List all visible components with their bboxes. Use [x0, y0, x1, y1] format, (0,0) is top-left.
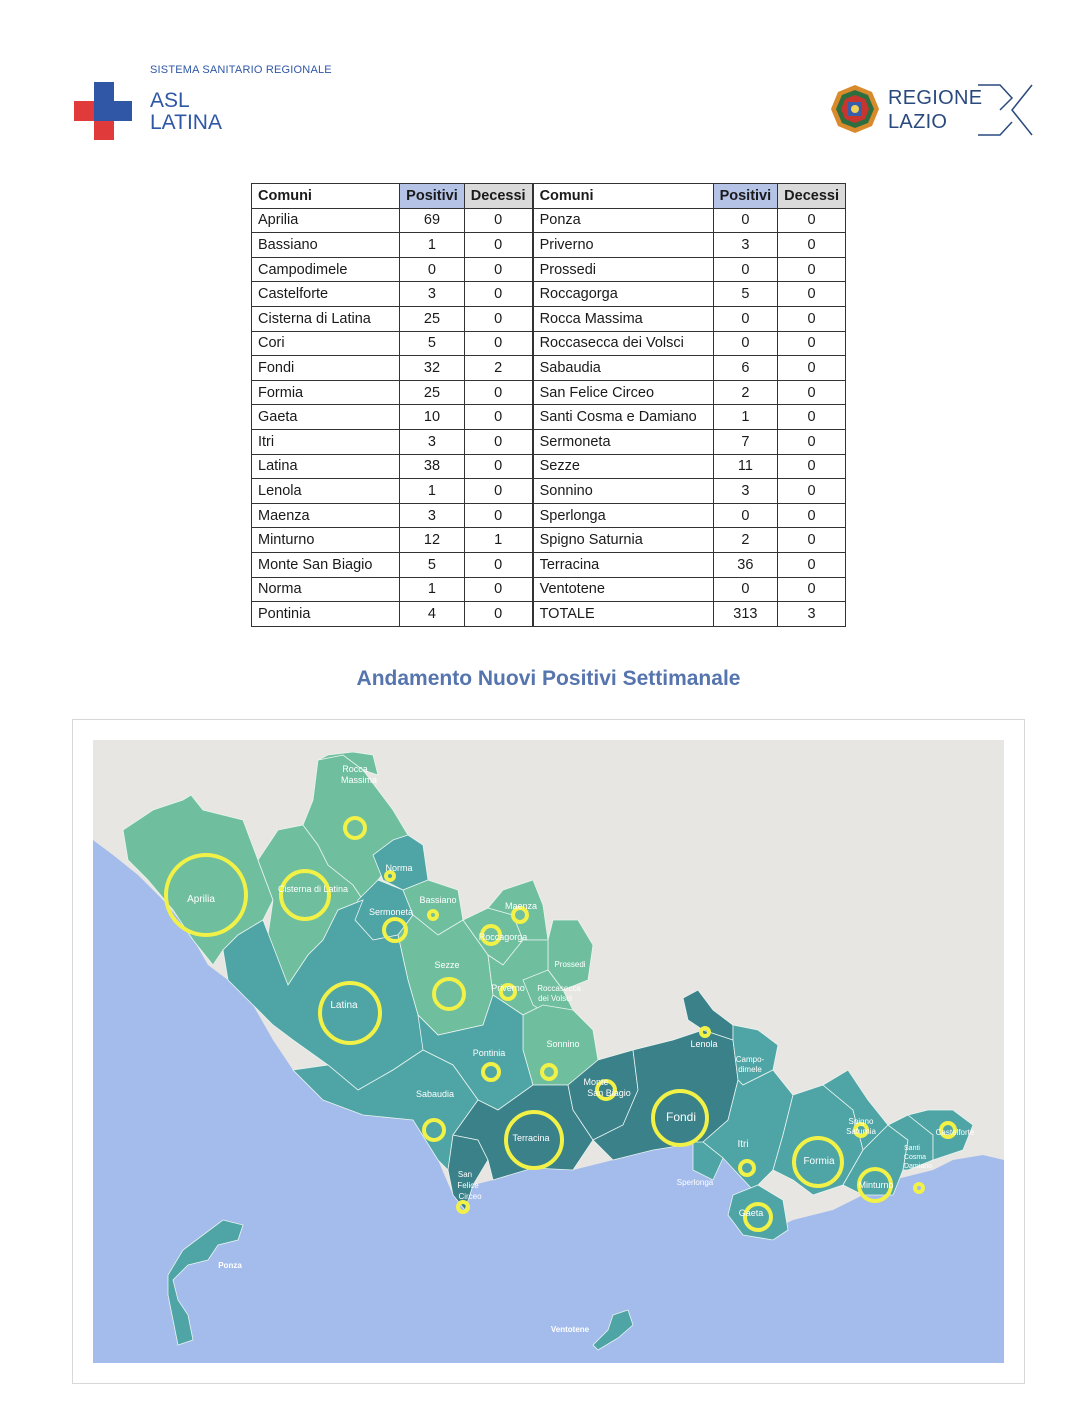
cell-positivi: 36: [713, 552, 778, 577]
cell-positivi: 38: [400, 454, 465, 479]
table-row: [252, 356, 846, 381]
lazio-name-line2: LAZIO: [888, 111, 948, 133]
cell-comune: Minturno: [252, 528, 400, 553]
cell-decessi: 0: [464, 380, 532, 405]
cell-decessi: 0: [464, 233, 532, 258]
label-prossedi: Prossedi: [554, 960, 586, 969]
cell-positivi: 10: [400, 405, 465, 430]
asl-subtitle: SISTEMA SANITARIO REGIONALE: [150, 64, 332, 76]
cell-decessi: 0: [464, 331, 532, 356]
label-sezze: Sezze: [434, 960, 460, 970]
cell-comune: Prossedi: [533, 257, 714, 282]
cell-positivi: 3: [713, 233, 778, 258]
cell-comune: Maenza: [252, 503, 400, 528]
cell-comune: Castelforte: [252, 282, 400, 307]
cell-positivi: 3: [713, 479, 778, 504]
cell-comune: Sabaudia: [533, 356, 714, 381]
label-minturno: Minturno: [858, 1180, 894, 1190]
table-row: [252, 405, 846, 430]
label-norma: Norma: [385, 863, 413, 873]
asl-cross-icon: [74, 82, 134, 142]
cell-positivi: 11: [713, 454, 778, 479]
cell-decessi: 2: [464, 356, 532, 381]
cell-comune: Ventotene: [533, 577, 714, 602]
regione-lazio-logo: [828, 82, 1033, 138]
cell-comune: Roccasecca dei Volsci: [533, 331, 714, 356]
cell-positivi: 25: [400, 380, 465, 405]
label-fondi: Fondi: [665, 1110, 697, 1124]
cell-decessi: 0: [778, 429, 846, 454]
table-row: [252, 602, 846, 627]
regione-lazio-emblem-icon: [830, 84, 880, 134]
cell-decessi: 0: [778, 208, 846, 233]
cell-comune: Lenola: [252, 479, 400, 504]
table-row: [252, 306, 846, 331]
cell-positivi: 1: [400, 577, 465, 602]
asl-name: [150, 90, 222, 134]
cell-decessi: 0: [464, 503, 532, 528]
cell-comune: Santi Cosma e Damiano: [533, 405, 714, 430]
table-row: [252, 454, 846, 479]
header-decessi: Decessi: [464, 184, 532, 209]
table-row: [252, 528, 846, 553]
regione-lazio-name: [888, 86, 982, 134]
table-row: [252, 208, 846, 233]
cell-positivi: 313: [713, 602, 778, 627]
cell-decessi: 0: [778, 405, 846, 430]
cell-positivi: 32: [400, 356, 465, 381]
cell-comune: Campodimele: [252, 257, 400, 282]
table-row: [252, 233, 846, 258]
asl-latina-logo: [74, 64, 344, 144]
cell-comune: Gaeta: [252, 405, 400, 430]
cell-positivi: 3: [400, 503, 465, 528]
cell-decessi: 0: [464, 405, 532, 430]
cell-comune: Terracina: [533, 552, 714, 577]
cell-comune: Formia: [252, 380, 400, 405]
label-ventotene: Ventotene: [550, 1325, 590, 1334]
table-row: [252, 577, 846, 602]
label-gaeta: Gaeta: [738, 1208, 764, 1218]
header-decessi: Decessi: [778, 184, 846, 209]
table-row: [252, 257, 846, 282]
cell-positivi: 0: [713, 257, 778, 282]
label-bassiano: Bassiano: [419, 895, 457, 905]
cell-decessi: 0: [778, 380, 846, 405]
cell-decessi: 0: [464, 552, 532, 577]
cell-positivi: 12: [400, 528, 465, 553]
label-sabaudia: Sabaudia: [415, 1089, 455, 1099]
cell-decessi: 0: [464, 479, 532, 504]
cell-decessi: 0: [464, 306, 532, 331]
asl-name-line2: LATINA: [150, 111, 222, 134]
cell-comune: Rocca Massima: [533, 306, 714, 331]
cell-comune: Monte San Biagio: [252, 552, 400, 577]
cell-comune: Aprilia: [252, 208, 400, 233]
cell-positivi: 1: [713, 405, 778, 430]
cell-comune: Sezze: [533, 454, 714, 479]
label-sperlonga: Sperlonga: [676, 1178, 714, 1187]
cell-comune: Itri: [252, 429, 400, 454]
cell-positivi: 6: [713, 356, 778, 381]
province-map: [93, 740, 1004, 1363]
header-positivi: Positivi: [400, 184, 465, 209]
cases-table: [251, 183, 846, 627]
label-sermoneta: Sermoneta: [368, 907, 414, 917]
cell-decessi: 0: [464, 429, 532, 454]
cell-positivi: 4: [400, 602, 465, 627]
header-comuni: Comuni: [252, 184, 400, 209]
cell-positivi: 0: [713, 208, 778, 233]
cell-positivi: 69: [400, 208, 465, 233]
cell-decessi: 0: [778, 233, 846, 258]
cell-comune: Ponza: [533, 208, 714, 233]
label-priverno: Priverno: [491, 983, 525, 993]
cell-positivi: 5: [400, 331, 465, 356]
cell-positivi: 0: [713, 331, 778, 356]
cell-positivi: 2: [713, 528, 778, 553]
cell-positivi: 3: [400, 429, 465, 454]
table-row: [252, 503, 846, 528]
header-comuni: Comuni: [533, 184, 714, 209]
table-row: [252, 331, 846, 356]
label-maenza: Maenza: [504, 901, 538, 911]
cell-positivi: 0: [713, 306, 778, 331]
cell-decessi: 3: [778, 602, 846, 627]
cell-decessi: 0: [778, 282, 846, 307]
cell-comune: Cori: [252, 331, 400, 356]
cell-comune: TOTALE: [533, 602, 714, 627]
label-aprilia: Aprilia: [187, 894, 215, 905]
cell-decessi: 0: [778, 479, 846, 504]
label-campodimele: Campo-dimele: [735, 1055, 765, 1074]
cell-positivi: 7: [713, 429, 778, 454]
cell-positivi: 25: [400, 306, 465, 331]
cell-comune: Pontinia: [252, 602, 400, 627]
cell-decessi: 0: [464, 454, 532, 479]
label-itri: Itri: [737, 1139, 749, 1150]
map-title: Andamento Nuovi Positivi Settimanale: [356, 667, 741, 690]
cell-decessi: 0: [778, 454, 846, 479]
table-row: [252, 552, 846, 577]
cell-decessi: 0: [778, 552, 846, 577]
cell-positivi: 5: [400, 552, 465, 577]
label-roccasecca: Roccasecca dei Volsci: [537, 984, 581, 1003]
cell-decessi: 0: [778, 331, 846, 356]
label-lenola: Lenola: [690, 1039, 718, 1049]
table-row: [252, 429, 846, 454]
lazio-chevron-icon: [978, 82, 1033, 138]
label-terracina: Terracina: [512, 1133, 550, 1143]
table-row: [252, 282, 846, 307]
cell-decessi: 0: [778, 356, 846, 381]
table-row: [252, 479, 846, 504]
label-santi-cosma: Santi Cosma Damiano: [903, 1145, 933, 1170]
label-cisterna: Cisterna di Latina: [277, 884, 349, 894]
cell-positivi: 0: [400, 257, 465, 282]
cell-decessi: 0: [778, 577, 846, 602]
cell-comune: Bassiano: [252, 233, 400, 258]
cell-decessi: 1: [464, 528, 532, 553]
lazio-name-line1: REGIONE: [888, 87, 983, 109]
cell-decessi: 0: [464, 282, 532, 307]
cell-decessi: 0: [464, 257, 532, 282]
cell-decessi: 0: [778, 528, 846, 553]
cell-positivi: 1: [400, 233, 465, 258]
cell-comune: Latina: [252, 454, 400, 479]
cell-comune: Sonnino: [533, 479, 714, 504]
label-latina: Latina: [330, 1000, 358, 1011]
cell-decessi: 0: [778, 257, 846, 282]
cell-comune: Priverno: [533, 233, 714, 258]
cell-comune: Roccagorga: [533, 282, 714, 307]
label-roccagorga: Roccagorga: [478, 932, 528, 942]
cell-comune: San Felice Circeo: [533, 380, 714, 405]
table-row: [252, 380, 846, 405]
cell-comune: Fondi: [252, 356, 400, 381]
cell-positivi: 0: [713, 577, 778, 602]
cell-positivi: 0: [713, 503, 778, 528]
label-san-felice: San Felice Circeo: [457, 1170, 482, 1201]
cell-comune: Cisterna di Latina: [252, 306, 400, 331]
label-castelforte: Castelforte: [935, 1128, 975, 1137]
cell-comune: Spigno Saturnia: [533, 528, 714, 553]
cell-positivi: 3: [400, 282, 465, 307]
cell-decessi: 0: [778, 306, 846, 331]
cell-comune: Sermoneta: [533, 429, 714, 454]
label-formia: Formia: [803, 1156, 835, 1167]
label-sonnino: Sonnino: [546, 1039, 580, 1049]
label-monte-san-biagio: Monte San Biagio: [583, 1077, 631, 1098]
header-positivi: Positivi: [713, 184, 778, 209]
table-header-row: [252, 184, 846, 209]
cell-decessi: 0: [464, 208, 532, 233]
cell-decessi: 0: [778, 503, 846, 528]
cell-positivi: 5: [713, 282, 778, 307]
label-rocca-massima: Rocca Massima: [340, 764, 378, 785]
cell-comune: Sperlonga: [533, 503, 714, 528]
label-spigno: Spigno Saturnia: [846, 1117, 876, 1136]
cell-positivi: 2: [713, 380, 778, 405]
cell-decessi: 0: [464, 577, 532, 602]
cell-positivi: 1: [400, 479, 465, 504]
label-pontinia: Pontinia: [472, 1048, 506, 1058]
asl-name-line1: ASL: [150, 89, 190, 112]
cell-decessi: 0: [464, 602, 532, 627]
cell-comune: Norma: [252, 577, 400, 602]
label-ponza: Ponza: [218, 1261, 242, 1270]
